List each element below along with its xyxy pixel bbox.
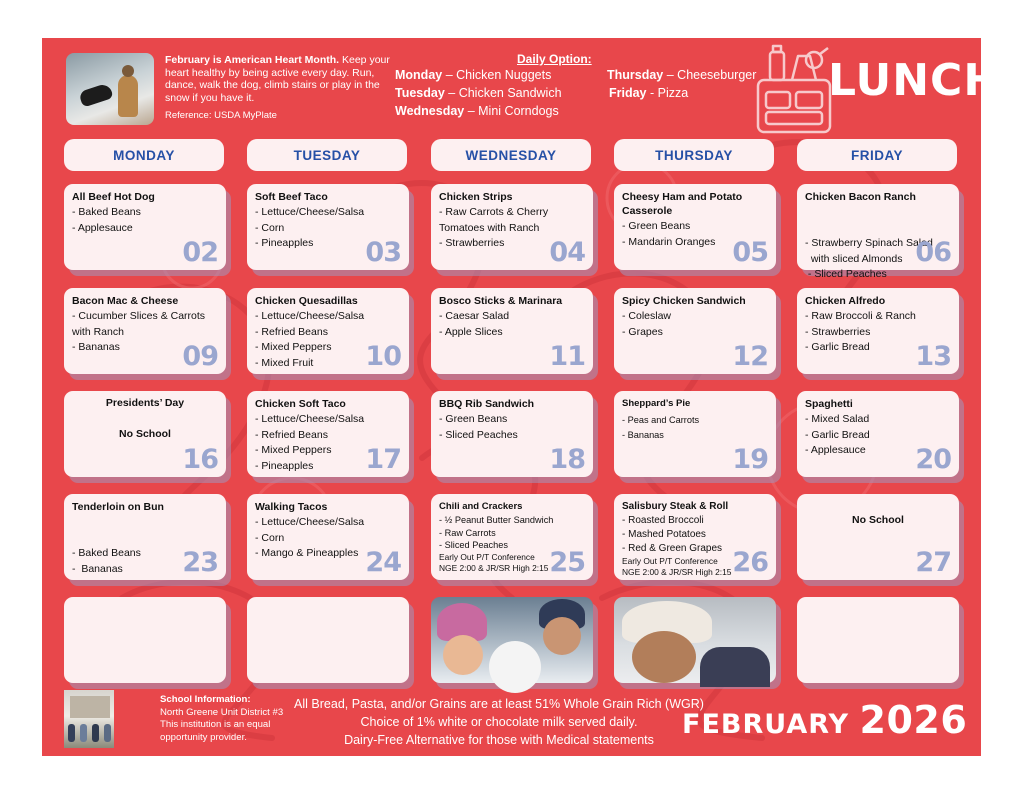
daily-option-monday: Monday – Chicken Nuggets bbox=[395, 68, 552, 82]
school-information: School Information: North Greene Unit District #3 This institution is an equal opportunity provider. bbox=[160, 694, 284, 743]
menu-items: - Strawberry Spinach Salad with sliced Almonds - Sliced Peaches bbox=[805, 237, 933, 280]
early-out-note: Early Out P/T Conference NGE 2:00 & JR/SR High 2:15 bbox=[439, 552, 549, 573]
menu-title: Chicken Strips bbox=[439, 191, 513, 203]
menu-items: - Mixed Salad - Garlic Bread - Applesauce bbox=[805, 413, 870, 456]
menu-cell-feb-18 bbox=[431, 391, 593, 477]
menu-title: Sheppard’s Pie bbox=[622, 398, 691, 409]
daily-option-title: Daily Option: bbox=[517, 52, 592, 66]
menu-title: BBQ Rib Sandwich bbox=[439, 398, 535, 410]
whole-grain-note: All Bread, Pasta, and/or Grains are at least 51% Whole Grain Rich (WGR) bbox=[294, 697, 704, 711]
milk-note: Choice of 1% white or chocolate milk served daily. bbox=[360, 715, 638, 729]
date-number: 20 bbox=[915, 444, 951, 475]
menu-cell-feb-25 bbox=[431, 494, 593, 580]
menu-title: Chicken Bacon Ranch bbox=[805, 191, 916, 203]
menu-title: Spaghetti bbox=[805, 398, 853, 410]
menu-cell-feb-04 bbox=[431, 184, 593, 270]
menu-title: Walking Tacos bbox=[255, 501, 328, 513]
menu-cell-feb-05 bbox=[614, 184, 776, 270]
year-label: 2026 bbox=[859, 698, 968, 742]
date-number: 05 bbox=[732, 237, 768, 268]
date-number: 09 bbox=[182, 341, 218, 372]
heart-month-text bbox=[165, 54, 393, 104]
menu-cell-feb-06 bbox=[797, 184, 959, 280]
menu-cell-feb-03 bbox=[247, 184, 409, 270]
menu-title: Bacon Mac & Cheese bbox=[72, 295, 179, 307]
menu-cell-feb-17 bbox=[247, 391, 409, 477]
menu-title: Cheesy Ham and Potato Casserole bbox=[622, 191, 743, 217]
lunchbox-icon bbox=[754, 44, 834, 136]
heart-reference: Reference: USDA MyPlate bbox=[165, 110, 277, 121]
menu-title: Bosco Sticks & Marinara bbox=[439, 295, 563, 307]
menu-items: - Green Beans - Mandarin Oranges bbox=[622, 220, 716, 248]
daily-option-tuesday: Tuesday – Chicken Sandwich bbox=[395, 86, 562, 100]
empty-cell bbox=[797, 597, 959, 683]
menu-cell-feb-02 bbox=[64, 184, 226, 270]
child-winter-hat-photo bbox=[614, 597, 776, 683]
menu-items: - Green Beans - Sliced Peaches bbox=[439, 413, 518, 441]
menu-cell-feb-27 bbox=[797, 494, 959, 580]
date-number: 13 bbox=[915, 341, 951, 372]
menu-items: - Baked Beans - Applesauce bbox=[72, 206, 141, 234]
day-header-tuesday: TUESDAY bbox=[247, 139, 407, 171]
date-number: 10 bbox=[365, 341, 401, 372]
date-number: 24 bbox=[365, 547, 401, 578]
date-number: 19 bbox=[732, 444, 768, 475]
menu-items: - Roasted Broccoli - Mashed Potatoes - Red & Green Grapes bbox=[622, 515, 723, 554]
date-number: 12 bbox=[732, 341, 768, 372]
empty-cell bbox=[247, 597, 409, 683]
day-header-wednesday: WEDNESDAY bbox=[431, 139, 591, 171]
date-number: 27 bbox=[915, 547, 951, 578]
menu-cell-feb-11 bbox=[431, 288, 593, 374]
date-number: 11 bbox=[549, 341, 585, 372]
menu-title: Soft Beef Taco bbox=[255, 191, 328, 203]
menu-items: - Lettuce/Cheese/Salsa - Corn - Pineapples bbox=[255, 206, 365, 249]
day-header-monday: MONDAY bbox=[64, 139, 224, 171]
menu-cell-feb-16 bbox=[64, 391, 226, 477]
school-info-title: School Information: bbox=[160, 694, 251, 705]
menu-title: Chicken Soft Taco bbox=[255, 398, 346, 410]
menu-items: - Lettuce/Cheese/Salsa - Refried Beans - Mixed Peppers - Pineapples bbox=[255, 413, 365, 472]
menu-title: Chicken Alfredo bbox=[805, 295, 886, 307]
heart-month-bold: February is American Heart Month. bbox=[165, 54, 340, 66]
day-header-thursday: THURSDAY bbox=[614, 139, 774, 171]
date-number: 02 bbox=[182, 237, 218, 268]
month-label: FEBRUARY bbox=[682, 709, 850, 740]
menu-title: Spicy Chicken Sandwich bbox=[622, 295, 746, 307]
date-number: 04 bbox=[549, 237, 585, 268]
day-header-friday: FRIDAY bbox=[797, 139, 957, 171]
dog-snow-photo bbox=[66, 53, 154, 125]
menu-sheet bbox=[42, 38, 1002, 756]
school-photo bbox=[64, 690, 114, 748]
menu-cell-feb-26 bbox=[614, 494, 776, 580]
lunch-title: LUNCH bbox=[828, 55, 1002, 106]
menu-cell-feb-23 bbox=[64, 494, 226, 580]
daily-option-thursday: Thursday – Cheeseburger bbox=[607, 68, 757, 82]
date-number: 16 bbox=[182, 444, 218, 475]
dairy-free-note: Dairy-Free Alternative for those with Medical statements bbox=[344, 733, 654, 747]
menu-items: - Raw Broccoli & Ranch - Strawberries - Garlic Bread bbox=[805, 310, 916, 353]
menu-items: - Peas and Carrots - Bananas bbox=[622, 415, 700, 440]
menu-title: Chicken Quesadillas bbox=[255, 295, 358, 307]
menu-title: Tenderloin on Bun bbox=[72, 501, 164, 513]
menu-items: - Caesar Salad - Apple Slices bbox=[439, 310, 510, 338]
menu-items: - Raw Carrots & Cherry Tomatoes with Ranch - Strawberries bbox=[439, 206, 549, 249]
holiday-label: Presidents’ Day bbox=[105, 397, 185, 409]
date-number: 18 bbox=[549, 444, 585, 475]
date-number: 17 bbox=[365, 444, 401, 475]
early-out-note: Early Out P/T Conference NGE 2:00 & JR/SR High 2:15 bbox=[622, 556, 732, 577]
menu-title: Chili and Crackers bbox=[439, 501, 523, 512]
menu-items: - ½ Peanut Butter Sandwich - Raw Carrots - Sliced Peaches bbox=[439, 515, 554, 550]
menu-items: - Lettuce/Cheese/Salsa - Corn - Mango & Pineapples bbox=[255, 516, 365, 559]
date-number: 25 bbox=[549, 547, 585, 578]
menu-items: - Lettuce/Cheese/Salsa - Refried Beans - Mixed Peppers - Mixed Fruit bbox=[255, 310, 365, 369]
empty-cell bbox=[64, 597, 226, 683]
menu-items: - Cucumber Slices & Carrots with Ranch - Bananas bbox=[72, 310, 206, 353]
menu-items: - Baked Beans - Bananas bbox=[72, 547, 141, 575]
menu-cell-feb-20 bbox=[797, 391, 959, 477]
menu-cell-feb-13 bbox=[797, 288, 959, 374]
menu-title: All Beef Hot Dog bbox=[72, 191, 155, 203]
date-number: 03 bbox=[365, 237, 401, 268]
menu-cell-feb-09 bbox=[64, 288, 226, 374]
heart-month-body: Keep your heart healthy by being active every day. Run, dance, walk the dog, climb stairs or play in the snow if you have it. bbox=[165, 54, 390, 104]
menu-cell-feb-24 bbox=[247, 494, 409, 580]
menu-items: - Coleslaw - Grapes bbox=[622, 310, 672, 338]
daily-option-wednesday: Wednesday – Mini Corndogs bbox=[395, 104, 559, 118]
daily-option-friday: Friday - Pizza bbox=[609, 86, 689, 100]
date-number: 26 bbox=[732, 547, 768, 578]
no-school-label: No School bbox=[852, 514, 904, 526]
month-year-title bbox=[682, 700, 967, 745]
menu-cell-feb-10 bbox=[247, 288, 409, 374]
kids-snowman-photo bbox=[431, 597, 593, 683]
menu-cell-feb-12 bbox=[614, 288, 776, 374]
menu-cell-feb-19 bbox=[614, 391, 776, 477]
date-number: 06 bbox=[915, 237, 951, 268]
no-school-label: No School bbox=[119, 428, 171, 440]
menu-title: Salisbury Steak & Roll bbox=[622, 501, 729, 512]
date-number: 23 bbox=[182, 547, 218, 578]
